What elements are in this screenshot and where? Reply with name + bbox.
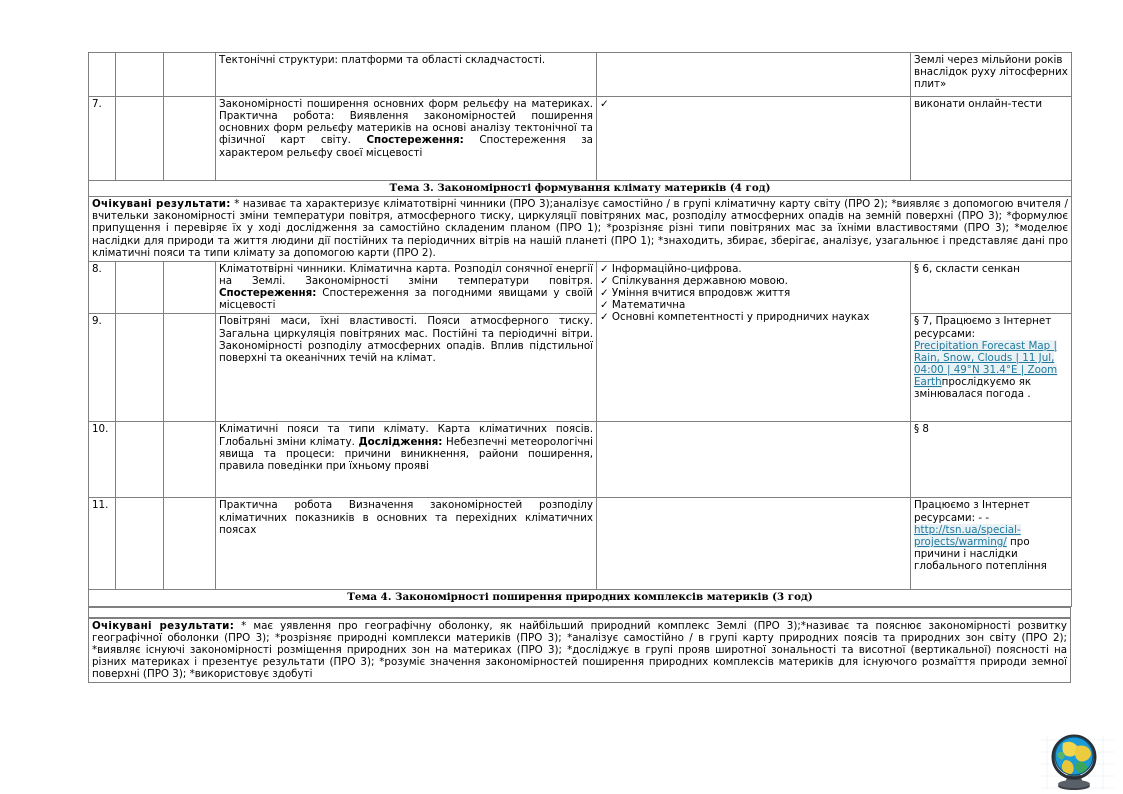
row-date-plan[interactable] <box>116 314 164 422</box>
topic-label-research: Дослідження: <box>358 435 443 448</box>
globe-icon <box>1039 734 1117 792</box>
schedule-table-top <box>88 52 1072 607</box>
competency-item: ✓ Інформаційно-цифрова. <box>600 263 907 275</box>
competency-item: ✓ Математична <box>600 299 907 311</box>
topic-text-part: Спостереження за характером рельєфу своєї місцевості <box>219 134 593 159</box>
row-date-plan[interactable] <box>116 261 164 314</box>
schedule-table-bottom <box>88 618 1071 684</box>
table-row <box>89 314 1072 422</box>
row-date-fact[interactable] <box>164 53 216 97</box>
theme-header-row <box>89 181 1072 197</box>
row-date-plan[interactable] <box>116 97 164 181</box>
row-competencies <box>597 498 911 590</box>
topic-text-part: Практична робота: <box>219 110 335 123</box>
theme4-expected-results <box>89 618 1071 683</box>
row-topic: Тектонічні структури: платформи та області складчастості. <box>216 53 597 97</box>
expected-results-row <box>89 618 1071 683</box>
expected-results-text: * має уявлення про географічну оболонку, як найбільший природний комплекс Землі (ПРО 3);*називає та пояснює закономірності розвитку географічної оболонки (ПРО 3); *розрізняє природні комплекси материків (ПРО 3); *аналізує самостійно / в групі карту природних поясів та природних зон світу (ПРО 2); *виявляє існуючі закономірності розміщення природних зон на материках (ПРО 3); *досліджує в групі прояв широтної зональності та висотної (вертикальної) поясності на різних материках і презентує результати (ПРО 3); *розуміє значення закономірностей поширення природних комплексів материків для існуючого розмаїття природи земної поверхні (ПРО 3); *використовує здобуті <box>92 619 1067 681</box>
topic-text-part: Кліматичні пояси та типи клімату. Карта кліматичних поясів. Глобальні зміни клімату. <box>219 423 593 448</box>
row-homework: § 6, скласти сенкан <box>911 261 1072 314</box>
row-homework <box>911 314 1072 422</box>
row-homework <box>911 498 1072 590</box>
homework-link[interactable]: http://tsn.ua/special-projects/warming/ <box>914 523 1021 548</box>
table-row <box>89 97 1072 181</box>
row-number: 10. <box>89 422 116 498</box>
row-date-plan[interactable] <box>116 422 164 498</box>
spacer-cell <box>89 607 1071 617</box>
row-date-plan[interactable] <box>116 53 164 97</box>
row-number: 11. <box>89 498 116 590</box>
homework-text: § 7, Працюємо з Інтернет ресурсами: <box>914 315 1052 340</box>
row-topic <box>216 97 597 181</box>
row-topic <box>216 422 597 498</box>
table-row <box>89 261 1072 314</box>
table-row <box>89 498 1072 590</box>
homework-text: Працюємо з Інтернет ресурсами: - - <box>914 499 1030 524</box>
topic-text-part: Небезпечні метеорологічні явища та процеси: причини виникнення, райони поширення, правила поведінки при їхньому прояві <box>219 435 593 472</box>
row-number: 8. <box>89 261 116 314</box>
homework-text: прослідкуємо як змінювалася погода . <box>914 376 1032 401</box>
expected-results-label: Очікувані результати: <box>92 619 235 632</box>
theme3-expected-results <box>89 197 1072 262</box>
row-competencies <box>597 422 911 498</box>
theme3-title: Тема 3. Закономірності формування клімату материків (4 год) <box>89 181 1072 197</box>
row-competencies <box>597 53 911 97</box>
theme4-title: Тема 4. Закономірності поширення природних комплексів материків (3 год) <box>89 590 1072 606</box>
checkmark-icon: ✓ <box>600 98 609 110</box>
table-row <box>89 53 1072 97</box>
row-number: 7. <box>89 97 116 181</box>
row-date-fact[interactable] <box>164 498 216 590</box>
table-row <box>89 422 1072 498</box>
expected-results-row <box>89 197 1072 262</box>
row-topic: Практична робота Визначення закономірностей розподілу кліматичних показників в основних та перехідних кліматичних поясах <box>216 498 597 590</box>
expected-results-label: Очікувані результати: <box>92 198 231 211</box>
competency-item: ✓ Уміння вчитися впродовж життя <box>600 287 907 299</box>
topic-label-observation: Спостереження: <box>219 287 317 300</box>
row-number: 9. <box>89 314 116 422</box>
competency-item: ✓ Спілкування державною мовою. <box>600 275 907 287</box>
lesson-plan-page <box>88 52 1071 683</box>
row-homework: Землі через мільйони років внаслідок руху літосферних плит» <box>911 53 1072 97</box>
row-competencies <box>597 261 911 422</box>
row-homework: виконати онлайн-тести <box>911 97 1072 181</box>
row-topic <box>216 261 597 314</box>
topic-text-part: Закономірності поширення основних форм рельєфу на материках. <box>219 98 593 110</box>
topic-text-part: Спостереження за погодними явищами у своїй місцевості <box>219 287 593 312</box>
spacer-row <box>89 607 1071 617</box>
row-date-fact[interactable] <box>164 314 216 422</box>
expected-results-text: * називає та характеризує кліматотвірні чинники (ПРО 3);аналізує самостійно / в групі кліматичну карту світу (ПРО 2); *виявляє з допомогою вчителя / вчительки закономірності зміни температури повітря, атмосферного тиску, циркуляції повітряних мас, розподілу атмосферних опадів на земній поверхні (ПРО 3); *формулює припущення і перевіряє їх у ході дослідження за самостійно складеним планом (ПРО 1); *розрізняє різні типи повітряних мас за їхніми властивостями (ПРО 3); *моделює наслідки для природи та життя людини дії постійних та періодичних вітрів на нашій планеті (ПРО 1); *знаходить, збирає, зберігає, аналізує, узагальнює і представляє дані про кліматичні пояси та типи клімату за допомогою карти (ПРО 2). <box>92 198 1068 259</box>
topic-text-part: Виявлення закономірностей поширення основних форм рельєфу материків на основі аналізу тектонічної та фізичної карт світу. <box>219 110 593 147</box>
row-date-plan[interactable] <box>116 498 164 590</box>
row-number <box>89 53 116 97</box>
row-homework: § 8 <box>911 422 1072 498</box>
homework-link[interactable]: Precipitation Forecast Map | Rain, Snow, Clouds | 11 Jul, 04:00 | 49°N 31.4°E | Zoom Earth <box>914 339 1058 389</box>
homework-text: про причини і наслідки глобального потепління <box>914 535 1047 573</box>
row-date-fact[interactable] <box>164 261 216 314</box>
topic-label-observation: Спостереження: <box>366 134 464 147</box>
theme-header-row <box>89 590 1072 606</box>
row-topic: Повітряні маси, їхні властивості. Пояси атмосферного тиску. Загальна циркуляція повітряних мас. Постійні та періодичні вітри. Закономірності розподілу атмосферних опадів. Вплив підстильної поверхні та океанічних течій на клімат. <box>216 314 597 422</box>
competency-item: ✓ Основні компетентності у природничих науках <box>600 311 907 323</box>
row-date-fact[interactable] <box>164 97 216 181</box>
row-competencies <box>597 97 911 181</box>
spacer-table <box>88 607 1071 618</box>
row-date-fact[interactable] <box>164 422 216 498</box>
topic-text-part: Кліматотвірні чинники. Кліматична карта. Розподіл сонячної енергії на Землі. Закономірності зміни температури повітря. <box>219 262 593 287</box>
